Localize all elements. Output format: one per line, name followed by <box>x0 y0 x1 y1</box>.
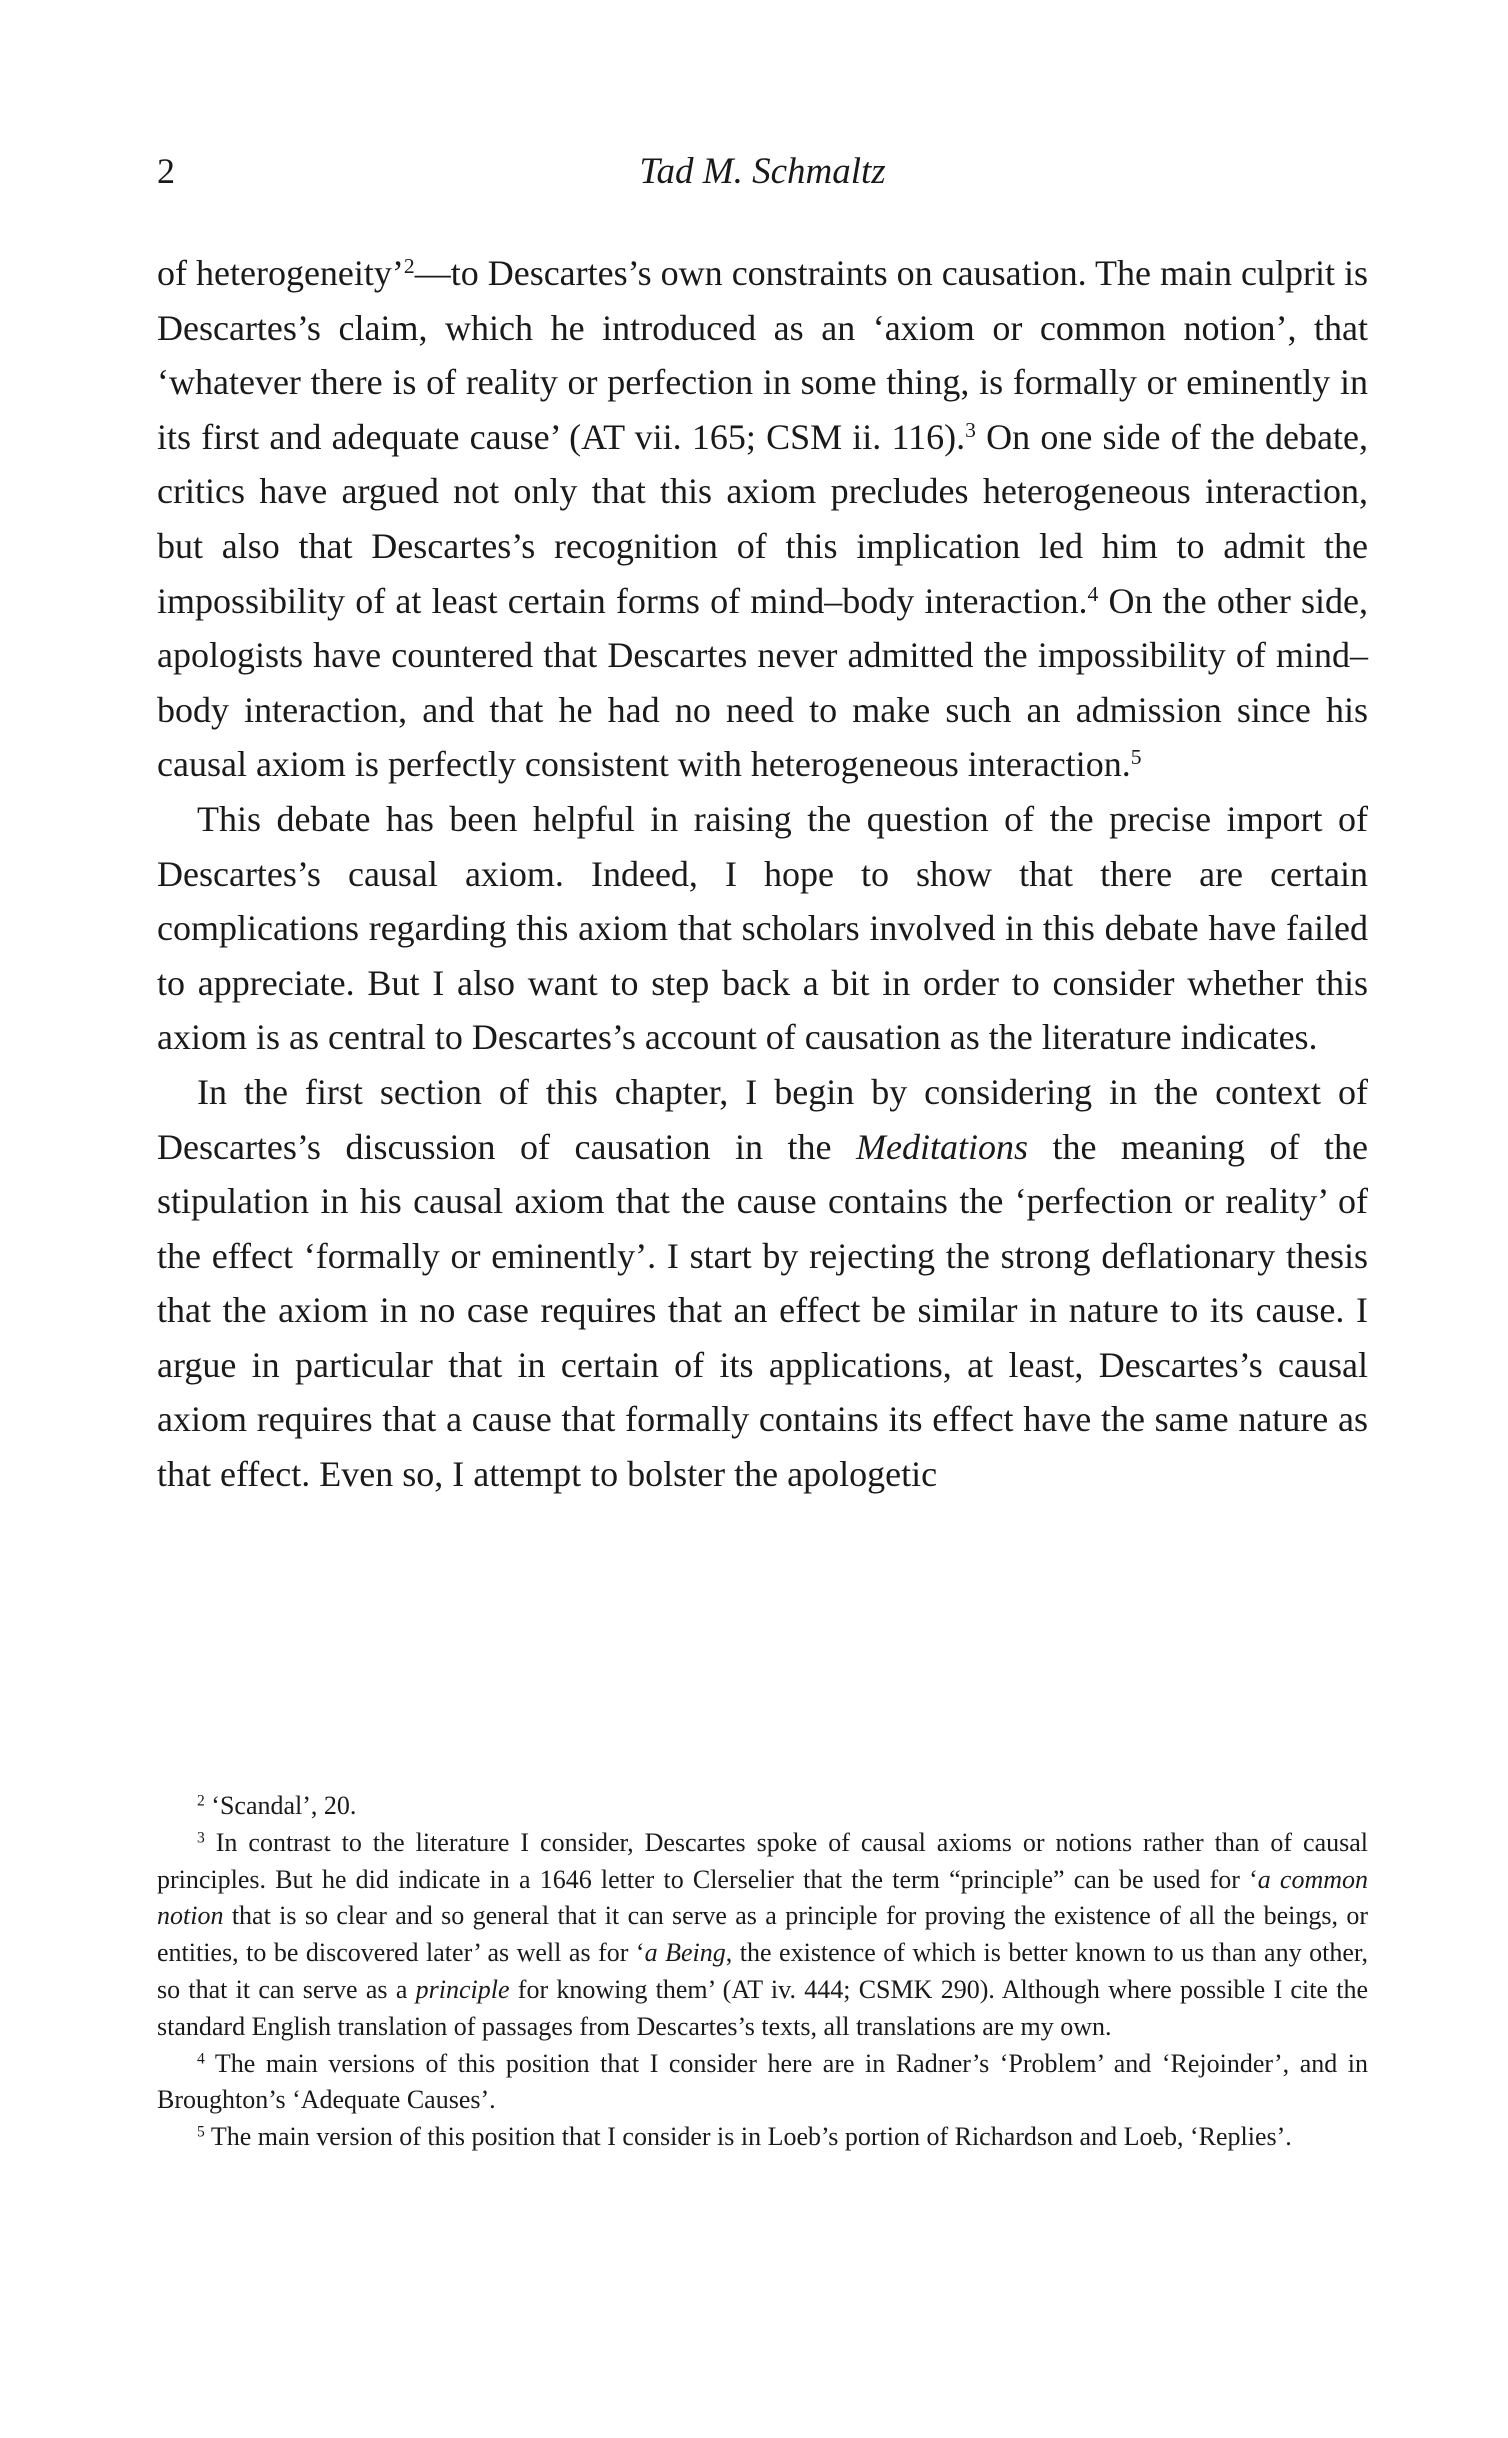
footnote-2: $^2$ ‘Scandal’, 20. <box>197 1791 357 1820</box>
footnote-ref-5[interactable]: 5 <box>1130 745 1142 770</box>
footnote-number: 4 <box>197 2050 205 2067</box>
footnotes <box>157 1788 1368 2156</box>
footnote-number: 2 <box>197 1792 205 1810</box>
footnote-ref-2[interactable]: 2 <box>403 254 415 279</box>
footnote-ref-3[interactable]: 3 <box>965 417 976 442</box>
body-text <box>157 246 1368 1502</box>
footnote-number: 3 <box>197 1829 205 1847</box>
footnote-number: 5 <box>197 2123 205 2141</box>
page-number: 2 <box>157 151 175 191</box>
paragraph-1: of heterogeneity’$^2$—to Descartes’s own constraints on causation. The main culprit is Descartes’s claim, which he introduced as an ‘axiom or common notion’, that ‘whatever there is of reality or perfection in some thing, is formally or eminently in its first and adequate cause’ (AT vii. 165; CSM ii. 116).$^3$ On one side of the debate, critics have argued not only that this axiom precludes heterogeneous interaction, but also that Descartes’s recognition of this implication led him to admit the impossibility of at least certain forms of mind–body interaction.$^4$ On the other side, apologists have countered that Descartes never admitted the impossibility of mind–body interaction, and that he had no need to make such an admission since his causal axiom is perfectly consistent with heterogeneous interaction.$^5$ <box>157 253 1369 785</box>
paragraph-3: In the first section of this chapter, I begin by considering in the context of Descartes’s discussion of causation in the Meditations the meaning of the stipulation in his causal axiom that the cause contains the ‘perfection or reality’ of the effect ‘formally or eminently’. I start by rejecting the strong deflationary thesis that the axiom in no case requires that an effect be similar in nature to its cause. I argue in particular that in certain of its applications, at least, Descartes’s causal axiom requires that a cause that formally contains its effect have the same nature as that effect. Even so, I attempt to bolster the apologetic <box>157 1071 1368 1495</box>
meditations-title: Meditations <box>856 1126 1028 1167</box>
footnote-4: $^4$ The main versions of this position that I consider here are in Radner’s ‘Problem’ and ‘Rejoinder’, and in Broughton’s ‘Adequate Causes’. <box>157 2048 1368 2115</box>
footnote-ref-4[interactable]: 4 <box>1087 581 1099 606</box>
page-header <box>157 150 1368 200</box>
paragraph-2: This debate has been helpful in raising the question of the precise import of Descartes’s causal axiom. Indeed, I hope to show that there are certain complications regarding this axiom that scholars involved in this debate have failed to appreciate. But I also want to step back a bit in order to consider whether this axiom is as central to Descartes’s account of causation as the literature indicates. <box>157 798 1368 1058</box>
footnote-3: $^3$ In contrast to the literature I consider, Descartes spoke of causal axioms or notions rather than of causal principles. But he did indicate in a 1646 letter to Clerselier that the term “principle” can be used for ‘a common notion that is so clear and so general that it can serve as a principle for proving the existence of all the beings, or entities, to be discovered later’ as well as for ‘a Being, the existence of which is better known to us than any other, so that it can serve as a principle for knowing them’ (AT iv. 444; CSMK 290). Although where possible I cite the standard English translation of passages from Descartes’s texts, all translations are my own. <box>157 1827 1369 2041</box>
footnote-5: $^5$ The main version of this position that I consider is in Loeb’s portion of Richardson and Loeb, ‘Replies’. <box>197 2122 1292 2152</box>
running-head: Tad M. Schmaltz <box>639 151 886 192</box>
